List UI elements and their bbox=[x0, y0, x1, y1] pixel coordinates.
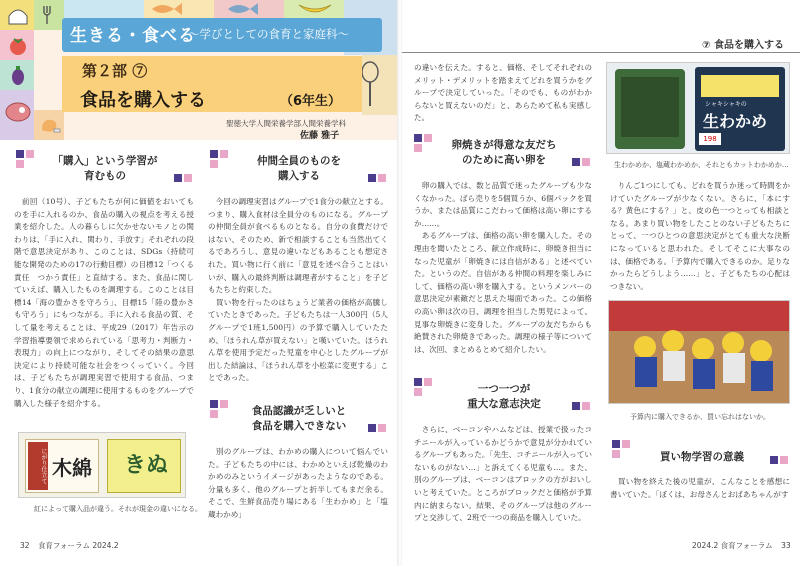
heading-marker bbox=[414, 134, 422, 142]
heading-marker bbox=[210, 410, 218, 418]
heading-marker bbox=[612, 450, 620, 458]
heading-marker bbox=[424, 378, 432, 386]
eggplant-icon bbox=[6, 64, 30, 86]
price-tag: 198 bbox=[699, 133, 721, 145]
heading-marker bbox=[210, 150, 218, 158]
section-title-line: 卵焼きが得意な友だち bbox=[451, 139, 557, 151]
section-title-line: 食品を購入できない bbox=[251, 420, 347, 432]
body-text-col2a: 今回の調理実習はグループで1食分の献立とする。つまり、購入食材は全員分のものになる。グループの仲間全員が食べるものとなる。自分の食費だけではない、そのため、新で相談することも当然出てくるであろうし、意見の違いなどもあることも想定された。買い物に行く前に「意見を述べ合うことはいいが、購入の最終判断は調理者がすること」を子どもたちと約束した。 買い物を行ったのはちょうど業者の価格が高騰していたときであった。子どもたちは一人300円（5人グループで1班1,500円）の予算で購入していたため、「ほうれん草が買えない」と嘆いていた。ほうれん草を使用予定だった児童を中心としたグループが出した結論は、「ほうれん草を小松菜に変更する」ことであった。 bbox=[208, 197, 388, 383]
section-heading-6 bbox=[606, 440, 796, 470]
heading-marker bbox=[612, 440, 620, 448]
tomato-icon bbox=[6, 34, 30, 56]
grade-label: （6年生） bbox=[280, 94, 342, 109]
wakame-photo bbox=[606, 62, 790, 154]
heading-marker bbox=[414, 144, 422, 152]
wakame-leaves bbox=[621, 77, 679, 137]
page-number-left: 32 bbox=[20, 541, 30, 550]
fish-icon-2 bbox=[226, 1, 260, 17]
section-heading-1 bbox=[10, 150, 200, 190]
heading-marker bbox=[414, 378, 422, 386]
section-title-line: 買い物学習の意義 bbox=[660, 451, 744, 463]
heading-marker bbox=[16, 160, 24, 168]
body-text-col3c: さらに、ベーコンやハムなどは、授業で扱ったコチニールが入っているかどうかで意見が分かれているグループもあった。「先生、コチニールが入っていないものがない…」と訴えてくる児童も…。また、別のグループは、ベーコンはブロックの方がおいしいと考えていた。ところがブロックだと価格が予算内に納まらない。結果、そのグループは他のグループと交渉して、2班で一つの商品を購入していた。 bbox=[414, 425, 592, 523]
kids-shopping-photo bbox=[608, 300, 790, 404]
part-label: 第２部 ⑦ bbox=[82, 62, 148, 80]
body-text-col1: 前回（10号）、子どもたちが何に価値をおいてものを手に入れるのか、食品の購入の視点を考える授業を紹介した。人の暮らしに欠かせないモノとの関わりは、「手に入れ、関わり、手放す」それぞれの段階で意思決定があり、このことは、SDGs（持続可能な開発のための17の行動目標）の目標12「つくる責任 つかう責任」と直結する。また、食品に関していえば、購入したものを調理する。このことは目標14「海の豊かさを守ろう」、目標15「陸の豊かさも守ろう」にもつながる。手に入れる食品の質、そして量を考えることは、平成29（2017）年告示の学習指導要領で求められている「思考力・判断力・表現力」の向上につながり、そしてその結果の意思決定により持続可能な社会をつくっていく。今回は、子どもたちが調理実習で使用する食品、つまり、1食分の献立の調理に使用するものをグループで購入した様子を紹介する。 bbox=[14, 197, 194, 408]
tofu-label-left: 木綿 bbox=[52, 456, 92, 480]
heading-marker bbox=[184, 174, 192, 182]
wakame-package-right bbox=[695, 67, 785, 151]
footer-right bbox=[692, 540, 791, 551]
heading-marker bbox=[414, 388, 422, 396]
bread-icon bbox=[6, 4, 30, 26]
heading-marker bbox=[210, 400, 218, 408]
body-text-col3a: の違いを伝えた。すると、価格、そしてそれぞれのメリット・デメリットを踏まえてどれを買うかをグループで決定していった。「そのでも、ものがわからないと買えないのだ」と、あらためて私も実感した。 bbox=[414, 63, 592, 123]
section-title-line: 一つ一つが bbox=[477, 383, 531, 395]
section-title-line: 「購入」という学習が bbox=[52, 155, 158, 167]
running-head: ⑦ 食品を購入する bbox=[702, 40, 784, 51]
section-title-line: 重大な意志決定 bbox=[467, 398, 541, 410]
heading-marker bbox=[174, 174, 182, 182]
body-text-col3b: 卵の購入では、数と品質で迷ったグループも少なくなかった。ばら売りを5個買うか、6個パックを買うか、または品質にこだわって価格は高い卵にするか……。 あるグループは、価格の高い卵を購入した。その理由を聞いたところ、献立作成時に、卵焼き担当になった児童が「卵焼きには自信がある」と述べていた。というのだ。自信がある仲間の料理を楽しみにして、価格の高い卵を購入する。というメンバーの意思決定が素敵だと思えた場面であった。この価格の高い卵は次の日、調理を担当した男児によって、見事な卵焼きに変身した。グループの友だちからも絶賛された卵焼きであった。調理の様子等については、次回、まとめるとめて紹介したい。 bbox=[414, 181, 592, 354]
section-title-line: のために高い卵を bbox=[462, 154, 546, 166]
wakame-label: 生わかめ bbox=[703, 112, 768, 131]
article-title: 食品を購入する bbox=[80, 90, 206, 111]
section-title-line: 仲間全員のものを bbox=[257, 155, 341, 167]
running-rule bbox=[402, 52, 800, 53]
wakame-banner bbox=[701, 75, 779, 97]
series-subtitle: 〜学びとしての食育と家庭科〜 bbox=[188, 27, 349, 41]
heading-marker bbox=[16, 150, 24, 158]
section-heading-5 bbox=[408, 378, 598, 418]
heading-marker bbox=[368, 424, 376, 432]
chicken-icon bbox=[38, 114, 62, 138]
left-page bbox=[0, 0, 398, 566]
heading-marker bbox=[26, 150, 34, 158]
tile-cyan bbox=[64, 0, 144, 18]
author-name: 佐藤 雅子 bbox=[300, 131, 340, 140]
series-title: 生きる・食べる bbox=[70, 26, 196, 46]
heading-marker bbox=[378, 424, 386, 432]
heading-marker bbox=[368, 174, 376, 182]
footer-left bbox=[20, 540, 119, 551]
banana-icon bbox=[295, 1, 335, 17]
section-heading-3 bbox=[204, 400, 394, 440]
wakame-package-left bbox=[615, 69, 685, 149]
fork-icon bbox=[38, 4, 60, 26]
heading-marker bbox=[582, 158, 590, 166]
heading-marker bbox=[424, 134, 432, 142]
article-header bbox=[0, 0, 398, 140]
section-title-line: 食品認識が乏しいと bbox=[251, 405, 347, 417]
tofu-photo bbox=[18, 432, 186, 498]
wakame-label-small: シャキシャキの bbox=[705, 101, 747, 108]
section-heading-4 bbox=[408, 134, 598, 174]
tofu-label-small: にがり仕立て bbox=[28, 442, 48, 490]
right-page bbox=[402, 0, 800, 566]
tofu-label-right: きぬ bbox=[124, 453, 169, 478]
heading-marker bbox=[378, 174, 386, 182]
section-title-line: 購入する bbox=[278, 170, 320, 182]
body-text-col4a: りんご1つにしても、どれを買うか迷って時間をかけていたグループが少なくない。さらに、「本にする？黄色にする？」と、皮の色一つとっても相談となる。あまり買い物をしたことのない子どもたちにとって、一つひとつの意思決定がとても重大な決断になっていると思われた。そしてそこに大事なのは、価格である。「予算内で購入できるのか。足りなかったらどうしよう……」と、子どもたちの心配はつきない。 bbox=[610, 181, 790, 291]
tofu-caption: 紅によって購入品が違う。それが現金の違いになる。 bbox=[34, 505, 202, 513]
body-text-col2b: 別のグループは、わかめの購入について悩んでいた。子どもたちの中には、わかめといえば乾燥のわかめのみというイメージがあったようなのである。分量も多く、他のグループと折半してもまだ余る。そこで、生鮮食品売り場にある「生わかめ」と「塩蔵わかめ」 bbox=[208, 447, 388, 519]
section-title-line: 育むもの bbox=[84, 170, 126, 182]
fish-icon bbox=[150, 1, 184, 17]
body-text-col4b: 買い物を終えた後の児童が、こんなことを感想に書いていた。「ぼくは、お母さんとおばあちゃんがす bbox=[610, 477, 790, 499]
publication-left: 食育フォーラム 2024.2 bbox=[37, 541, 119, 550]
heading-marker bbox=[582, 402, 590, 410]
author-affiliation: 聖徳大学人間栄養学部人間栄養学科 bbox=[226, 119, 346, 128]
kids-caption: 予算内に購入できるか、買い忘れはないか。 bbox=[630, 413, 770, 421]
section-heading-2 bbox=[204, 150, 394, 190]
kids-illustration bbox=[609, 321, 790, 404]
heading-marker bbox=[780, 456, 788, 464]
tofu-package-right bbox=[107, 439, 181, 493]
heading-marker bbox=[220, 150, 228, 158]
heading-marker bbox=[622, 440, 630, 448]
steak-icon bbox=[4, 98, 32, 126]
publication-right: 2024.2 食育フォーラム bbox=[692, 541, 773, 550]
heading-marker bbox=[220, 400, 228, 408]
tofu-package-left bbox=[25, 439, 99, 493]
page-number-right: 33 bbox=[781, 541, 791, 550]
heading-marker bbox=[210, 160, 218, 168]
wakame-caption: 生わかめか、塩蔵わかめか、それともカットわかめか… bbox=[614, 161, 789, 169]
